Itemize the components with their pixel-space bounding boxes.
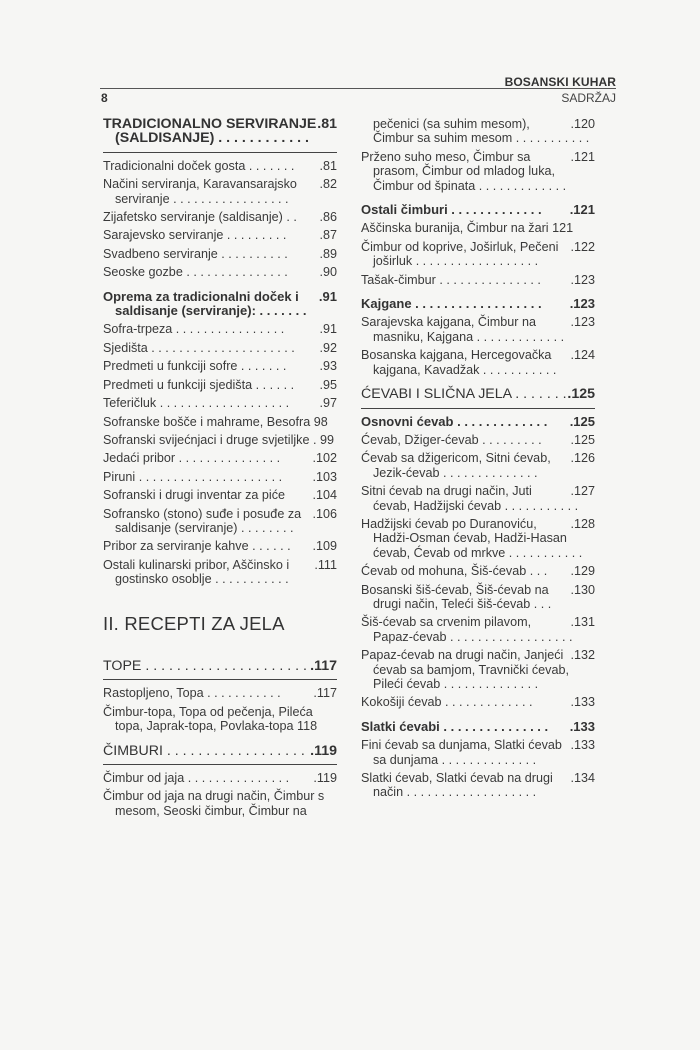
toc-entry[interactable] [103, 771, 337, 785]
page-ref: .91 [318, 288, 337, 304]
entry-text: Tradicionalni doček gosta . . . . . . . [103, 158, 295, 173]
entry-text: Tašak-čimbur . . . . . . . . . . . . . . . [361, 272, 541, 287]
toc-entry[interactable] [103, 378, 337, 392]
toc-section[interactable] [361, 297, 595, 311]
entry-text: Teferičluk . . . . . . . . . . . . . . . . . . . [103, 396, 290, 411]
entry-text: Kajgane . . . . . . . . . . . . . . . . . . [361, 296, 542, 312]
page-ref: .97 [319, 396, 337, 411]
toc-entry[interactable] [103, 451, 337, 465]
toc-entry[interactable] [103, 488, 337, 502]
toc-entry[interactable] [361, 348, 595, 377]
entry-text: Rastopljeno, Topa . . . . . . . . . . . [103, 686, 281, 701]
toc-entry[interactable] [103, 539, 337, 553]
entry-text: Čimbur-topa, Topa od pečenja, Pileća topa, Japrak-topa, Povlaka-topa 118 [103, 704, 318, 734]
toc-entry[interactable] [103, 558, 337, 587]
entry-text: Bosanski šiš-ćevab, Šiš-ćevab na drugi način, Teleći šiš-ćevab . . . [361, 582, 552, 611]
part-title: II. RECEPTI ZA JELA [103, 612, 285, 634]
toc-section[interactable] [361, 203, 595, 217]
toc-entry-continued[interactable] [361, 117, 595, 146]
toc-left-column [103, 117, 337, 822]
page-ref: .133 [570, 695, 595, 710]
toc-entry[interactable] [103, 265, 337, 279]
toc-chapter[interactable] [361, 387, 595, 408]
page-ref: .126 [570, 451, 595, 466]
page-ref: .128 [570, 516, 595, 531]
entry-text: Ćevab sa džigericom, Sitni ćevab, Jezik-ćevab . . . . . . . . . . . . . . [361, 451, 551, 480]
toc-entry[interactable] [361, 221, 595, 235]
toc-entry[interactable] [361, 273, 595, 287]
page-ref: .132 [570, 648, 595, 663]
toc-entry[interactable] [103, 177, 337, 206]
page-ref: .130 [570, 582, 595, 597]
page-ref: .92 [319, 340, 337, 355]
page-ref: .129 [570, 564, 595, 579]
toc-entry[interactable] [103, 247, 337, 261]
entry-text: Čimbur od koprive, Joširluk, Pečeni joširluk . . . . . . . . . . . . . . . . . . [361, 239, 559, 269]
entry-text: Jedaći pribor . . . . . . . . . . . . . . . [103, 451, 281, 466]
entry-text: pečenici (sa suhim mesom), Čimbur sa suhim mesom . . . . . . . . . . . [373, 117, 590, 146]
page-ref: .125 [570, 432, 595, 447]
page-ref: .133 [569, 718, 595, 734]
page-ref: .122 [570, 239, 595, 254]
header-book-title: BOSANSKI KUHAR [504, 75, 616, 89]
toc-entry[interactable] [103, 396, 337, 410]
page-ref: .103 [312, 469, 337, 484]
toc-section[interactable] [103, 290, 337, 319]
header-section-title: SADRŽAJ [561, 91, 616, 105]
page-ref: .125 [567, 386, 595, 403]
entry-text: Piruni . . . . . . . . . . . . . . . . . . . . . [103, 469, 283, 484]
toc-entry[interactable] [103, 705, 337, 734]
page-ref: .123 [569, 296, 595, 312]
entry-text: Načini serviranja, Karavansarajsko serviranje . . . . . . . . . . . . . . . . . [103, 177, 297, 206]
entry-text: Fini ćevab sa dunjama, Slatki ćevab sa dunjama . . . . . . . . . . . . . . [361, 738, 562, 767]
page-ref: .91 [319, 322, 337, 337]
entry-text: Sarajevska kajgana, Čimbur na masniku, Kajgana . . . . . . . . . . . . . [361, 315, 565, 344]
toc-entry[interactable] [103, 341, 337, 355]
page-ref: .117 [313, 686, 337, 701]
page-number: 8 [101, 91, 108, 105]
entry-text: Sofranske bošče i mahrame, Besofra 98 [103, 414, 328, 429]
entry-text: Slatki ćevabi . . . . . . . . . . . . . . . [361, 718, 549, 734]
entry-text: Sarajevsko serviranje . . . . . . . . . [103, 228, 287, 243]
toc-entry[interactable] [103, 507, 337, 536]
page-ref: .111 [314, 557, 337, 572]
entry-text: Čimbur od jaja na drugi način, Čimbur s mesom, Seoski čimbur, Čimbur na [103, 789, 325, 818]
page-ref: .121 [570, 149, 595, 164]
page-ref: .102 [312, 451, 337, 466]
page-ref: .93 [319, 359, 337, 374]
page-ref: .123 [570, 272, 595, 287]
entry-text: Kokošiji ćevab . . . . . . . . . . . . . [361, 695, 533, 710]
toc-chapter[interactable] [103, 744, 337, 765]
entry-text: Sitni ćevab na drugi način, Juti ćevab, Hadžijski ćevab . . . . . . . . . . . [361, 484, 579, 513]
entry-text: Ostali čimburi . . . . . . . . . . . . . [361, 202, 542, 218]
page-ref: .106 [312, 506, 337, 521]
entry-text: Sjedišta . . . . . . . . . . . . . . . . . . . . . [103, 340, 295, 355]
toc-chapter[interactable] [103, 117, 337, 153]
entry-text: Sofransko (stono) suđe i posuđe za saldisanje (serviranje) . . . . . . . . [103, 506, 302, 535]
toc-entry[interactable] [103, 322, 337, 336]
toc-entry[interactable] [103, 228, 337, 242]
toc-entry[interactable] [103, 159, 337, 173]
page-ref: .120 [570, 117, 595, 131]
page-ref: .81 [317, 116, 337, 132]
entry-text: ČIMBURI . . . . . . . . . . . . . . . . . . [103, 742, 305, 759]
page-ref: .87 [319, 228, 337, 243]
toc-entry[interactable] [361, 433, 595, 447]
entry-text: Predmeti u funkciji sjedišta . . . . . . [103, 377, 295, 392]
entry-text: Oprema za tradicionalni doček i saldisanje (serviranje): . . . . . . . [103, 288, 307, 319]
toc-entry[interactable] [103, 210, 337, 224]
page-ref: .133 [570, 738, 595, 753]
toc-entry[interactable] [103, 415, 337, 429]
page-ref: .109 [312, 539, 337, 554]
page-ref: .90 [319, 265, 337, 280]
entry-text: ĆEVABI I SLIČNA JELA . . . . . . . [361, 386, 567, 403]
toc-entry[interactable] [361, 695, 595, 709]
toc-section[interactable] [361, 415, 595, 429]
entry-text: Ćevab, Džiger-ćevab . . . . . . . . . [361, 432, 542, 447]
entry-text: TOPE . . . . . . . . . . . . . . . . . . . . . [103, 657, 307, 674]
entry-text: Slatki ćevab, Slatki ćevab na drugi način . . . . . . . . . . . . . . . . . . . [361, 771, 553, 800]
page-ref: .124 [570, 348, 595, 363]
entry-text: TRADICIONALNO SERVIRANJE (SALDISANJE) . . . . . . . . . . . . [103, 116, 317, 147]
page-ref: .131 [570, 615, 595, 630]
toc-chapter[interactable] [103, 659, 337, 680]
page-ref: .104 [312, 488, 337, 503]
toc-entry[interactable] [361, 484, 595, 513]
toc-entry[interactable] [103, 433, 337, 447]
page-ref: .82 [319, 177, 337, 192]
toc-entry[interactable] [361, 583, 595, 612]
page-ref: .119 [313, 771, 337, 785]
page-ref: .134 [570, 771, 595, 786]
entry-text: Hadžijski ćevab po Duranoviću, Hadži-Osman ćevab, Hadži-Hasan ćevab, Ćevab od mrkve . . . . . . . . . . . [361, 516, 583, 560]
entry-text: Šiš-ćevab sa crvenim pilavom, Papaz-ćevab . . . . . . . . . . . . . . . . . . [361, 615, 573, 644]
page-ref: .81 [319, 158, 337, 173]
entry-text: Ostali kulinarski pribor, Aščinsko i gostinsko osoblje . . . . . . . . . . . [103, 557, 290, 587]
entry-text: Sofranski i drugi inventar za piće [103, 488, 286, 503]
entry-text: Seoske gozbe . . . . . . . . . . . . . . . [103, 265, 288, 280]
entry-text: Sofra-trpeza . . . . . . . . . . . . . . . . [103, 322, 285, 337]
toc-entry[interactable] [361, 648, 595, 691]
entry-text: Ćevab od mohuna, Šiš-ćevab . . . [361, 564, 548, 579]
entry-text: Aščinska buranija, Čimbur na žari 121 [361, 221, 574, 236]
toc-entry[interactable] [361, 451, 595, 480]
toc-entry[interactable] [103, 359, 337, 373]
page-ref: .95 [319, 377, 337, 392]
toc-entry[interactable] [361, 150, 595, 193]
toc-right-column [361, 117, 595, 804]
entry-text: Pribor za serviranje kahve . . . . . . [103, 539, 291, 554]
entry-text: Predmeti u funkciji sofre . . . . . . . [103, 359, 287, 374]
page-ref: .127 [570, 484, 595, 499]
entry-text: Bosanska kajgana, Hercegovačka kajgana, Kavadžak . . . . . . . . . . . [361, 348, 557, 377]
page-ref: .121 [569, 202, 595, 218]
entry-text: Prženo suho meso, Čimbur sa prasom, Čimbur od mladog luka, Čimbur od špinata . . . . . . . . . . . . . [361, 149, 567, 193]
page-ref: .123 [570, 315, 595, 330]
toc-entry[interactable] [103, 789, 337, 818]
toc-entry[interactable] [361, 517, 595, 560]
entry-text: Zijafetsko serviranje (saldisanje) . . [103, 210, 297, 225]
toc-entry[interactable] [361, 240, 595, 269]
entry-text: Svadbeno serviranje . . . . . . . . . . [103, 246, 288, 261]
entry-text: Čimbur od jaja . . . . . . . . . . . . . . . [103, 771, 290, 785]
page-ref: .119 [310, 742, 337, 759]
page-ref: .125 [569, 413, 595, 429]
entry-text: Osnovni ćevab . . . . . . . . . . . . . [361, 413, 548, 429]
toc-entry[interactable] [361, 738, 595, 767]
entry-text: Papaz-ćevab na drugi način, Janjeći ćevab sa bamjom, Travnički ćevab, Pileći ćevab . . . . . . . . . . . . . . [361, 648, 569, 691]
page-ref: .86 [319, 210, 337, 225]
toc-entry[interactable] [103, 686, 337, 700]
toc-entry[interactable] [103, 470, 337, 484]
toc-section[interactable] [361, 720, 595, 734]
toc-entry[interactable] [361, 615, 595, 644]
header-rule [100, 88, 616, 89]
page-ref: .117 [310, 657, 337, 674]
toc-entry[interactable] [361, 564, 595, 578]
toc-entry[interactable] [361, 771, 595, 800]
page-ref: .89 [319, 246, 337, 261]
toc-entry[interactable] [361, 315, 595, 344]
entry-text: Sofranski svijećnjaci i druge svjetiljke . 99 [103, 432, 334, 447]
